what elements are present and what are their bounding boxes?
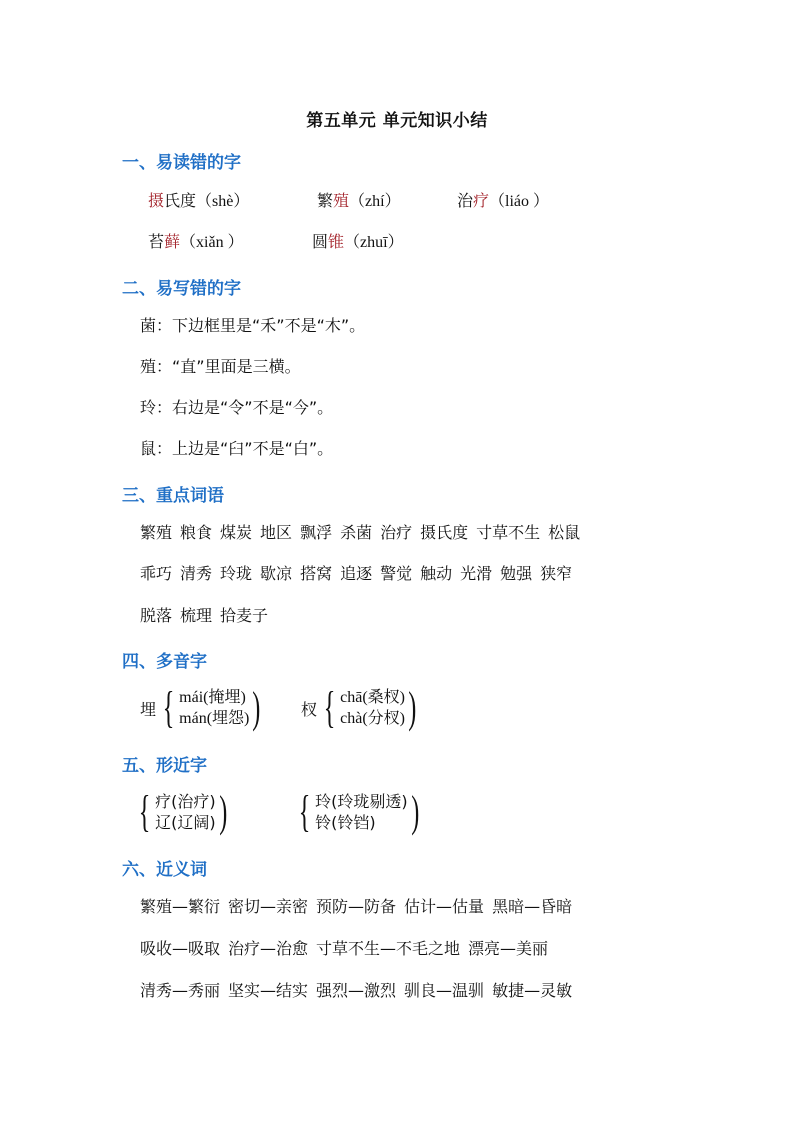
left-brace: {	[323, 683, 336, 732]
reading-item-4	[148, 232, 244, 253]
synonym-pair: 预防—防备	[316, 897, 397, 916]
pronunciation: mán(埋怨)	[179, 710, 250, 727]
pinyin: （zhuī）	[344, 234, 404, 251]
reading-item-1	[148, 191, 249, 212]
writing-note-2: 殖：“直”里面是三横。	[140, 357, 301, 376]
right-brace: )	[218, 787, 227, 836]
word: 脱落	[140, 606, 173, 625]
similar-char: 疗(治疗)	[155, 792, 216, 811]
synonym-row-2	[140, 939, 556, 959]
plain-text: 治	[457, 191, 474, 210]
red-char: 锥	[328, 232, 345, 251]
word: 飘浮	[300, 523, 333, 542]
similar-char: 铃(铃铛)	[315, 813, 376, 832]
similar-char: 辽(辽阔)	[155, 813, 216, 832]
plain-text: 圆	[312, 232, 329, 251]
word: 乖巧	[140, 564, 173, 583]
similar-char-group-2	[294, 787, 422, 836]
similar-char-group-1	[134, 787, 230, 836]
plain-text: 繁	[317, 191, 334, 210]
word: 歇凉	[260, 564, 293, 583]
word: 搭窝	[300, 564, 333, 583]
right-brace: )	[252, 683, 261, 732]
writing-note-4: 鼠：上边是“臼”不是“白”。	[140, 439, 334, 458]
section-heading-2: 二、易写错的字	[122, 279, 241, 299]
word: 狭窄	[540, 564, 573, 583]
word-row-1	[140, 523, 588, 543]
word: 勉强	[500, 564, 533, 583]
page-title: 第五单元 单元知识小结	[306, 111, 488, 131]
red-char: 疗	[473, 191, 490, 210]
synonym-row-1	[140, 897, 580, 917]
red-char: 摄	[148, 191, 165, 210]
word-row-2	[140, 564, 580, 584]
synonym-row-3	[140, 981, 580, 1001]
pinyin: （shè）	[196, 193, 250, 210]
pronunciation: mái(掩埋)	[179, 689, 246, 706]
synonym-pair: 繁殖—繁衍	[140, 897, 221, 916]
word: 拾麦子	[220, 606, 269, 625]
writing-note-1: 菌：下边框里是“禾”不是“木”。	[140, 316, 366, 335]
reading-item-2	[317, 191, 401, 212]
polyphone-char: 杈	[301, 699, 318, 719]
word: 警觉	[380, 564, 413, 583]
synonym-pair: 寸草不生—不毛之地	[316, 939, 461, 958]
synonym-pair: 吸收—吸取	[140, 939, 221, 958]
word: 繁殖	[140, 523, 173, 542]
left-brace: {	[162, 683, 175, 732]
word: 煤炭	[220, 523, 253, 542]
red-char: 藓	[164, 232, 181, 251]
synonym-pair: 驯良—温驯	[404, 981, 485, 1000]
similar-char: 玲(玲珑剔透)	[315, 792, 408, 811]
writing-note-3: 玲：右边是“令”不是“今”。	[140, 398, 334, 417]
section-heading-3: 三、重点词语	[122, 486, 224, 506]
word: 清秀	[180, 564, 213, 583]
word: 摄氏度	[420, 523, 469, 542]
synonym-pair: 敏捷—灵敏	[492, 981, 573, 1000]
synonym-pair: 黑暗—昏暗	[492, 897, 573, 916]
word: 玲珑	[220, 564, 253, 583]
word: 梳理	[180, 606, 213, 625]
synonym-pair: 密切—亲密	[228, 897, 309, 916]
polyphone-group-2	[301, 683, 420, 732]
right-brace: )	[410, 787, 419, 836]
reading-item-5	[312, 232, 404, 253]
word: 粮食	[180, 523, 213, 542]
synonym-pair: 强烈—激烈	[316, 981, 397, 1000]
synonym-pair: 漂亮—美丽	[468, 939, 549, 958]
synonym-pair: 估计—估量	[404, 897, 485, 916]
section-heading-6: 六、近义词	[122, 860, 207, 880]
word: 寸草不生	[476, 523, 541, 542]
plain-text: 氏度	[164, 191, 197, 210]
section-heading-4: 四、多音字	[122, 652, 207, 672]
left-brace: {	[138, 787, 151, 836]
word: 追逐	[340, 564, 373, 583]
left-brace: {	[298, 787, 311, 836]
reading-item-3	[457, 191, 549, 212]
section-heading-1: 一、易读错的字	[122, 153, 241, 173]
word-row-3	[140, 606, 276, 626]
word: 治疗	[380, 523, 413, 542]
right-brace: )	[408, 683, 417, 732]
word: 杀菌	[340, 523, 373, 542]
polyphone-group-1	[140, 683, 264, 732]
pinyin: （liáo ）	[489, 193, 550, 210]
word: 地区	[260, 523, 293, 542]
word: 松鼠	[548, 523, 581, 542]
pronunciation: chà(分杈)	[340, 710, 406, 727]
synonym-pair: 清秀—秀丽	[140, 981, 221, 1000]
synonym-pair: 坚实—结实	[228, 981, 309, 1000]
red-char: 殖	[333, 191, 350, 210]
pinyin: （xiǎn ）	[180, 234, 244, 251]
pronunciation: chā(桑杈)	[340, 689, 406, 706]
pinyin: （zhí）	[349, 193, 401, 210]
synonym-pair: 治疗—治愈	[228, 939, 309, 958]
section-heading-5: 五、形近字	[122, 756, 207, 776]
plain-text: 苔	[148, 232, 165, 251]
word: 光滑	[460, 564, 493, 583]
polyphone-char: 埋	[140, 699, 157, 719]
word: 触动	[420, 564, 453, 583]
